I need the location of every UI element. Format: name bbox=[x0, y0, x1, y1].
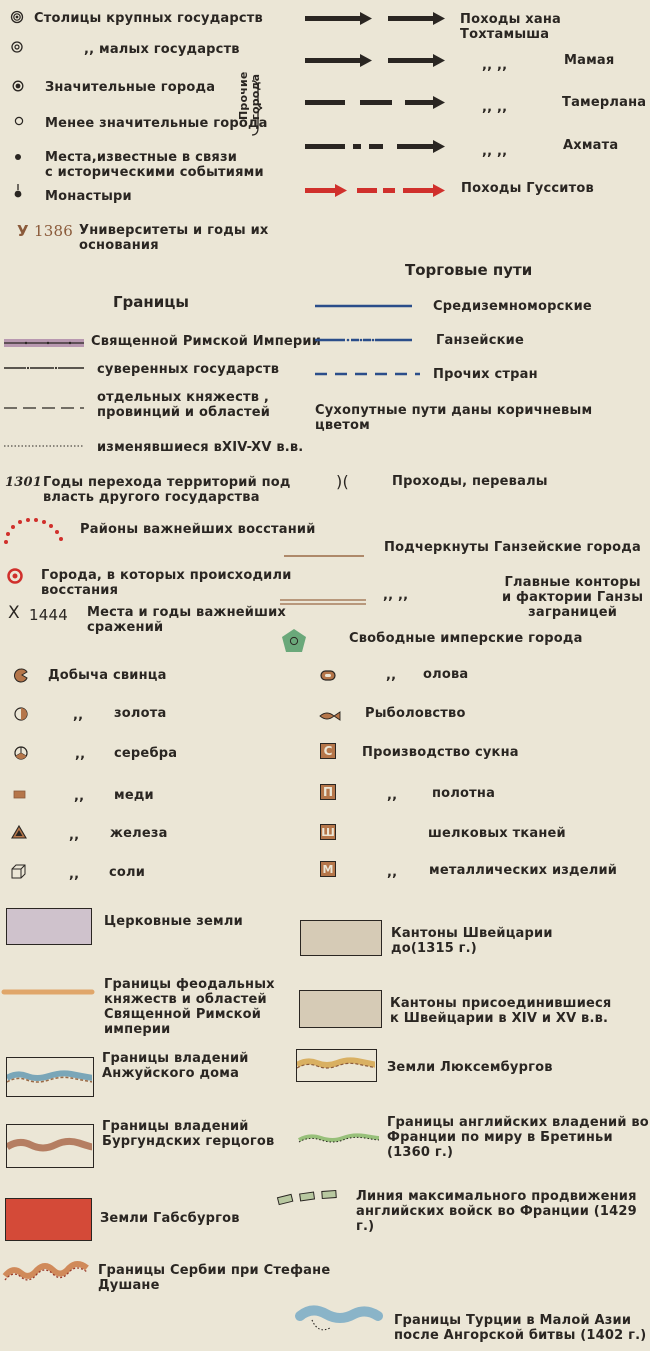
legend-trade-mediterranean: Средиземноморские bbox=[433, 299, 592, 314]
legend-luxembourg: Земли Люксембургов bbox=[387, 1060, 553, 1075]
legend-cloth: Производство сукна bbox=[362, 745, 519, 760]
legend-turkey: Границы Турции в Малой Азии после Ангорской битвы (1402 г.) bbox=[394, 1313, 647, 1343]
feudal-border-line bbox=[4, 988, 96, 996]
legend-minor-cities: Менее значительные города bbox=[45, 116, 268, 131]
free-city-icon bbox=[280, 628, 308, 654]
habsburg-swatch bbox=[5, 1198, 92, 1241]
legend-transfer-years: Годы перехода территорий под власть другого государства bbox=[43, 475, 291, 505]
salt-ditto: ,, bbox=[69, 867, 80, 882]
historic-place-icon bbox=[14, 153, 24, 163]
silver-ditto: ,, bbox=[75, 747, 86, 762]
legend-trade-hanseatic: Ганзейские bbox=[436, 333, 524, 348]
legend-border-hre: Священной Римской Империи bbox=[91, 334, 322, 349]
borders-heading: Границы bbox=[113, 293, 189, 311]
pass-icon: )( bbox=[336, 472, 349, 491]
legend-mamai: Мамая bbox=[564, 53, 615, 68]
legend-anjou: Границы владений Анжуйского дома bbox=[102, 1051, 249, 1081]
legend-lead: Добыча свинца bbox=[48, 668, 167, 683]
trade-mediterranean-line bbox=[315, 303, 415, 309]
route-hussites bbox=[305, 184, 450, 198]
land-routes-note: Сухопутные пути даны коричневым цветом bbox=[315, 403, 593, 433]
tin-ditto: ,, bbox=[386, 668, 397, 683]
other-cities-brace-label: Прочие города bbox=[237, 71, 262, 120]
border-sovereign-line bbox=[4, 364, 86, 374]
legend-fishing: Рыболовство bbox=[365, 706, 466, 721]
legend-gold: золота bbox=[114, 706, 167, 721]
hanse-office-underline bbox=[280, 598, 368, 606]
legend-copper: меди bbox=[114, 788, 154, 803]
legend-feudal-borders: Границы феодальных княжеств и областей Священной Римской империи bbox=[104, 977, 275, 1037]
legend-tin: олова bbox=[423, 667, 469, 682]
legend-significant-cities: Значительные города bbox=[45, 80, 216, 95]
copper-ditto: ,, bbox=[74, 789, 85, 804]
offices-ditto: ,, ,, bbox=[383, 588, 409, 603]
legend-akhmat: Ахмата bbox=[563, 138, 619, 153]
akhmat-ditto: ,, ,, bbox=[482, 144, 508, 159]
minor-city-icon bbox=[14, 116, 26, 128]
legend-big-capitals: Столицы крупных государств bbox=[34, 11, 263, 26]
tin-icon bbox=[320, 670, 340, 684]
swiss-14-15-swatch bbox=[299, 990, 382, 1028]
linen-ditto: ,, bbox=[387, 788, 398, 803]
legend-tokhtamysh: Походы хана Тохтамыша bbox=[460, 12, 562, 42]
legend-habsburg: Земли Габсбургов bbox=[100, 1211, 240, 1226]
trade-heading: Торговые пути bbox=[405, 261, 533, 279]
iron-icon bbox=[12, 825, 28, 841]
legend-universities: Университеты и годы их основания bbox=[79, 223, 269, 253]
legend-church-lands: Церковные земли bbox=[104, 914, 243, 929]
burgundy-swatch bbox=[6, 1124, 94, 1168]
mamai-ditto: ,, ,, bbox=[482, 58, 508, 73]
serbia-border-line bbox=[3, 1258, 91, 1284]
linen-icon: П bbox=[320, 784, 336, 800]
anjou-swatch bbox=[6, 1057, 94, 1097]
legend-border-changed: изменявшиеся вXIV-XV в.в. bbox=[97, 440, 304, 455]
route-akhmat bbox=[305, 140, 450, 154]
border-principality-line bbox=[4, 405, 86, 411]
metal-icon: М bbox=[320, 861, 336, 877]
english-advance-line bbox=[276, 1188, 346, 1208]
silk-icon: Ш bbox=[321, 825, 335, 839]
monastery-icon bbox=[13, 184, 23, 200]
small-capital-icon bbox=[10, 40, 26, 56]
hanseatic-city-underline bbox=[284, 553, 366, 559]
legend-swiss-14-15: Кантоны присоединившиеся к Швейцарии в XIV и XV в.в. bbox=[390, 996, 612, 1026]
legend-free-cities: Свободные имперские города bbox=[349, 631, 583, 646]
legend-silk: шелковых тканей bbox=[428, 826, 566, 841]
gold-ditto: ,, bbox=[73, 708, 84, 723]
legend-english-advance: Линия максимального продвижения английских войск во Франции (1429 г.) bbox=[356, 1189, 637, 1234]
copper-icon bbox=[14, 790, 28, 800]
transfer-year-sample: 1301 bbox=[5, 475, 42, 490]
border-hre-line bbox=[4, 337, 86, 351]
swiss-1315-swatch bbox=[300, 920, 382, 956]
legend-hanse-offices: Главные конторы и фактории Ганзы заграницей bbox=[502, 575, 644, 620]
big-capital-icon bbox=[10, 10, 26, 26]
uprising-area-icon bbox=[2, 514, 66, 544]
battle-sample-icon: X bbox=[8, 603, 20, 623]
salt-icon bbox=[11, 864, 27, 880]
trade-other-line bbox=[315, 371, 425, 377]
legend-small-capitals: ,, малых государств bbox=[84, 42, 240, 57]
trade-hanseatic-line bbox=[315, 337, 415, 343]
legend-burgundy: Границы владений Бургундских герцогов bbox=[102, 1119, 275, 1149]
legend-english-france: Границы английских владений во Франции по миру в Бретиньи (1360 г.) bbox=[387, 1115, 649, 1160]
church-lands-swatch bbox=[6, 908, 92, 945]
cloth-icon: С bbox=[320, 743, 336, 759]
legend-linen: полотна bbox=[432, 786, 496, 801]
silver-icon bbox=[14, 746, 30, 762]
legend-border-principalities: отдельных княжеств , провинций и областей bbox=[97, 390, 271, 420]
route-tokhtamysh bbox=[305, 12, 450, 26]
iron-ditto: ,, bbox=[69, 828, 80, 843]
legend-monasteries: Монастыри bbox=[45, 189, 132, 204]
legend-silver: серебра bbox=[114, 746, 178, 761]
legend-serbia: Границы Сербии при Стефане Душане bbox=[98, 1263, 331, 1293]
gold-icon bbox=[14, 707, 30, 723]
legend-metal: металлических изделий bbox=[429, 863, 618, 878]
legend-hussites: Походы Гусситов bbox=[461, 181, 594, 196]
battle-sample-year: 1444 bbox=[29, 606, 68, 624]
tamerlane-ditto: ,, ,, bbox=[482, 100, 508, 115]
legend-salt: соли bbox=[109, 865, 146, 880]
legend-passes: Проходы, перевалы bbox=[392, 474, 548, 489]
fishing-icon bbox=[318, 710, 344, 722]
english-france-border-line bbox=[297, 1130, 381, 1146]
route-mamai bbox=[305, 54, 450, 68]
route-tamerlane bbox=[305, 96, 450, 110]
legend-battles: Места и годы важнейших сражений bbox=[87, 605, 286, 635]
university-sample-letter: У bbox=[17, 222, 29, 240]
legend-uprisings: Районы важнейших восстаний bbox=[80, 522, 316, 537]
significant-city-icon bbox=[12, 80, 26, 94]
border-changed-line bbox=[4, 443, 86, 449]
legend-trade-other: Прочих стран bbox=[433, 367, 538, 382]
uprising-city-icon bbox=[7, 568, 25, 586]
legend-iron: железа bbox=[110, 826, 168, 841]
turkey-border-line bbox=[296, 1304, 386, 1338]
legend-uprising-cities: Города, в которых происходили восстания bbox=[41, 568, 292, 598]
luxembourg-swatch bbox=[296, 1049, 377, 1082]
lead-icon bbox=[14, 668, 30, 684]
legend-tamerlane: Тамерлана bbox=[562, 95, 647, 110]
legend-border-sovereign: суверенных государств bbox=[97, 362, 280, 377]
legend-historic-places: Места,известные в связи с историческими событиями bbox=[45, 150, 264, 180]
metal-ditto: ,, bbox=[387, 865, 398, 880]
legend-swiss-1315: Кантоны Швейцарии до(1315 г.) bbox=[391, 926, 553, 956]
legend-hanseatic-cities: Подчеркнуты Ганзейские города bbox=[384, 540, 641, 555]
university-sample-year: 1386 bbox=[34, 222, 73, 240]
